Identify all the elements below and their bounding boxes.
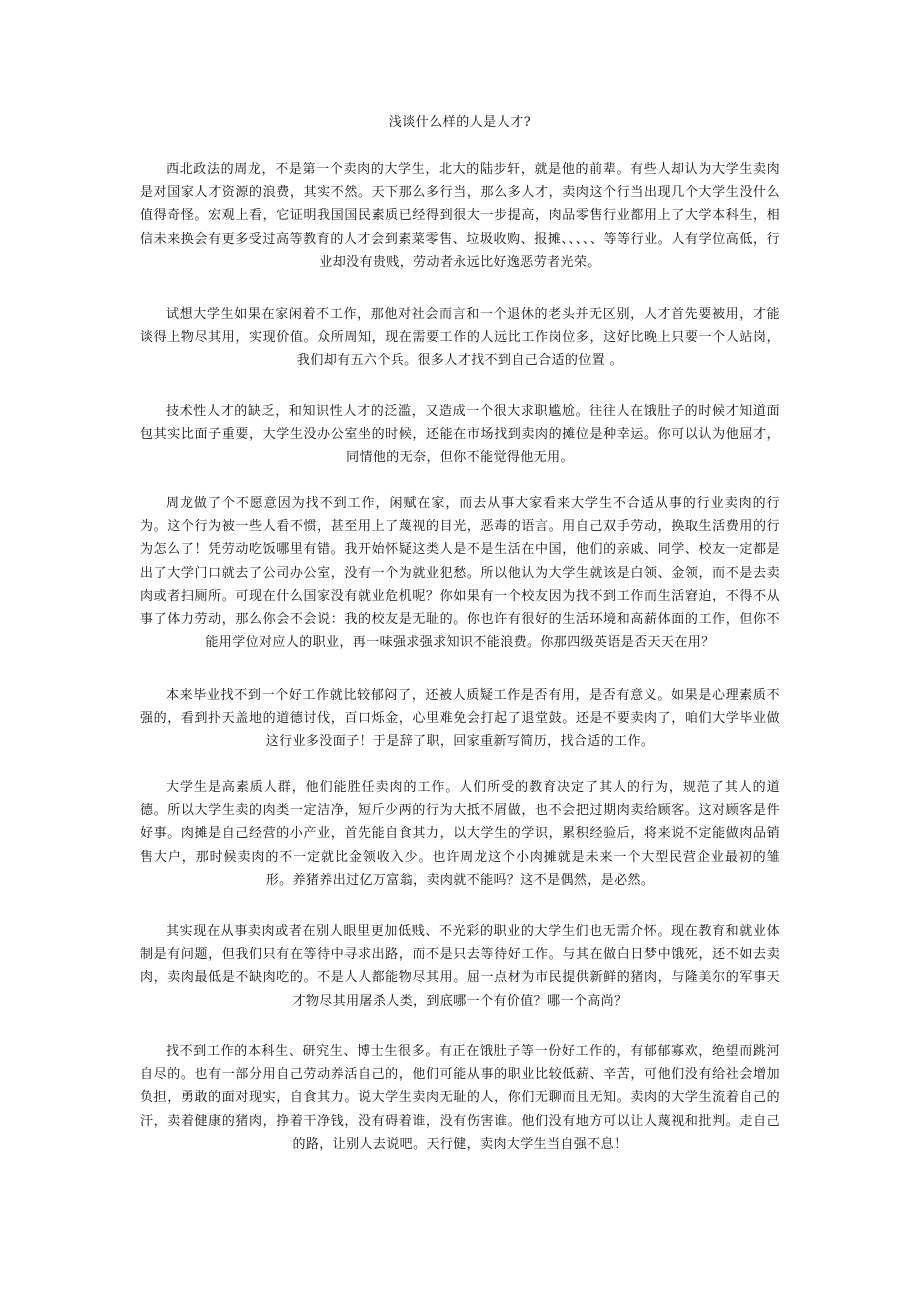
paragraph-1: 西北政法的周龙，不是第一个卖肉的大学生，北大的陆步轩，就是他的前辈。有些人却认为大学生卖肉是对国家人才资源的浪费，其实不然。天下那么多行当，那么多人才，卖肉这个行当出现几个大学生没什么值得奇怪。宏观上看，它证明我国国民素质已经得到很大一步提高，肉品零售行业都用上了大学本科生，相信未来换会有更多受过高等教育的人才会到素菜零售、垃圾收购、报摊、、、、、等等行业。人有学位高低，行业却没有贵贱，劳动者永远比好逸恶劳者光荣。 (140, 162, 780, 270)
paragraph-8: 找不到工作的本科生、研究生、博士生很多。有正在饿肚子等一份好工作的，有郁郁寡欢，绝望而跳河自尽的。也有一部分用自己劳动养活自己的，他们可能从事的职业比较低薪、辛苦，可他们没有给社会增加负担，勇敢的面对现实，自食其力。说大学生卖肉无耻的人，你们无聊而且无知。卖肉的大学生流着自己的汗，卖着健康的猪肉，挣着干净钱，没有碍着谁，没有伤害谁。他们没有地方可以让人蔑视和批判。走自己的路，让别人去说吧。天行健，卖肉大学生当自强不息！ (140, 1044, 780, 1152)
page-title: 浅谈什么样的人是人才? (388, 115, 532, 130)
paragraph-2: 试想大学生如果在家闲着不工作，那他对社会而言和一个退休的老头并无区别，人才首先要被用，才能谈得上物尽其用，实现价值。众所周知，现在需要工作的人远比工作岗位多，这好比晚上只要一个人站岗，我们却有五六个兵。很多人才找不到自己合适的位置 。 (140, 307, 780, 369)
paragraph-6: 大学生是高素质人群，他们能胜任卖肉的工作。人们所受的教育决定了其人的行为，规范了其人的道德。所以大学生卖的肉类一定洁净，短斤少两的行为大抵不屑做，也不会把过期肉卖给顾客。这对顾客是件好事。肉摊是自己经营的小产业，首先能自食其力，以大学生的学识，累积经验后，将来说不定能做肉品销售大户，那时候卖肉的不一定就比金领收入少。也许周龙这个小肉摊就是未来一个大型民营企业最初的雏形。养猪养出过亿万富翁，卖肉就不能吗？这不是偶然，是必然。 (140, 780, 780, 888)
paragraph-5: 本来毕业找不到一个好工作就比较郁闷了，还被人质疑工作是否有用，是否有意义。如果是心理素质不强的，看到扑天盖地的道德讨伐，百口烁金，心里难免会打起了退堂鼓。还是不要卖肉了，咱们大学毕业做这行业多没面子！于是辞了职，回家重新写简历，找合适的工作。 (140, 688, 780, 750)
paragraph-7: 其实现在从事卖肉或者在别人眼里更加低贱、不光彩的职业的大学生们也无需介怀。现在教育和就业体制是有问题，但我们只有在等待中寻求出路，而不是只去等待好工作。与其在做白日梦中饿死，还不如去卖肉，卖肉最低是不缺肉吃的。不是人人都能物尽其用。屈一点材为市民提供新鲜的猪肉，与隆美尔的军事天才物尽其用屠杀人类，到底哪一个有价值？哪一个高尚？ (140, 924, 780, 1009)
paragraph-3: 技术性人才的缺乏，和知识性人才的泛滥，又造成一个很大求职尴尬。往往人在饿肚子的时候才知道面包其实比面子重要，大学生没办公室坐的时候，还能在市场找到卖肉的摊位是种幸运。你可以认为他屈才，同情他的无奈，但你不能觉得他无用。 (140, 404, 780, 466)
paragraph-4: 周龙做了个不愿意因为找不到工作，闲赋在家，而去从事大家看来大学生不合适从事的行业卖肉的行为。这个行为被一些人看不惯，甚至用上了蔑视的目光，恶毒的语言。用自己双手劳动，换取生活费用的行为怎么了！凭劳动吃饭哪里有错。我开始怀疑这类人是不是生活在中国，他们的亲戚、同学、校友一定都是出了大学门口就去了公司办公室，没有一个为就业犯愁。所以他认为大学生就该是白领、金领，而不是去卖肉或者扫厕所。可现在什么国家没有就业危机呢？你如果有一个校友因为找不到工作而生活窘迫，不得不从事了体力劳动，那么你会不会说：我的校友是无耻的。你也许有很好的生活环境和高薪体面的工作，但你不能用学位对应人的职业，再一味强求强求知识不能浪费。你那四级英语是否天天在用？ (140, 496, 780, 651)
